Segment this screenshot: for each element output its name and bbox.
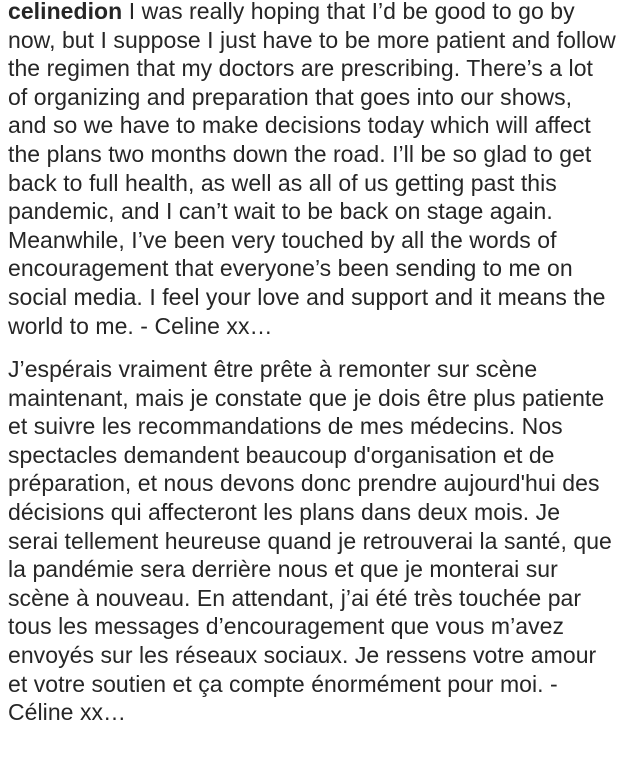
caption-english-text: I was really hoping that I’d be good to go by now, but I suppose I just have to be more patient and follow the regimen that my doctors are prescribing. There’s a lot of organizing and preparation that goes into our shows, and so we have to make decisions today which will affect the plans two months down the road. I’ll be so glad to get back to full health, as well as all of us getting past this pandemic, and I can’t wait to be back on stage again. Meanwhile, I’ve been very touched by all the words of encouragement that everyone’s been sending to me on social media. I feel your love and support and it means the world to me. - Celine xx… [8, 0, 616, 339]
caption-french [8, 355, 616, 727]
caption-french-text: J’espérais vraiment être prête à remonter sur scène maintenant, mais je constate que je dois être plus patiente et suivre les recommandations de mes médecins. Nos spectacles demandent beaucoup d'organisation et de préparation, et nous devons donc prendre aujourd'hui des décisions qui affecteront les plans dans deux mois. Je serai tellement heureuse quand je retrouverai la santé, que la pandémie sera derrière nous et que je monterai sur scène à nouveau. En attendant, j’ai été très touchée par tous les messages d’encouragement que vous m’avez envoyés sur les réseaux sociaux. Je ressens votre amour et votre soutien et ça compte énormément pour moi. - Céline xx… [8, 356, 612, 726]
username-link[interactable]: celinedion [8, 0, 123, 24]
caption-english [8, 0, 616, 340]
